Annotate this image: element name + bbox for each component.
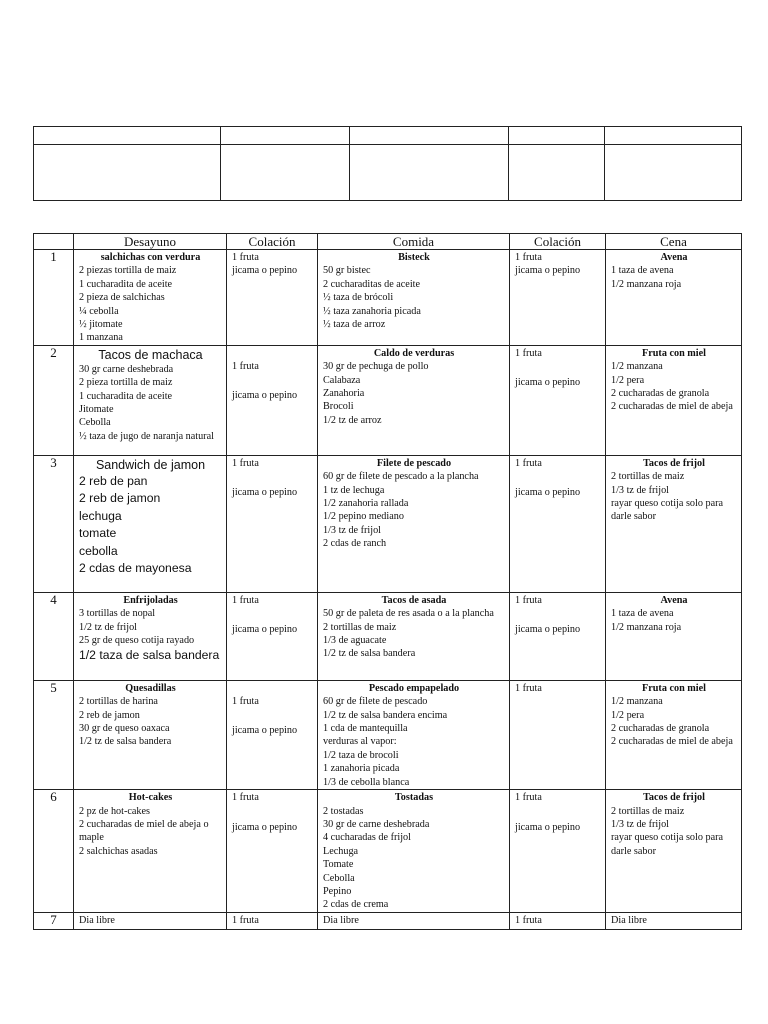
snack-item: 1 fruta — [515, 252, 542, 263]
meal-item: 60 gr de filete de pescado — [323, 696, 428, 708]
meal-title: Tacos de frijol — [643, 792, 705, 804]
day-number: 6 — [34, 790, 74, 913]
table-row — [34, 680, 742, 789]
meal-title: Sandwich de jamon — [95, 457, 206, 472]
header-cell — [605, 145, 742, 201]
spacer — [232, 373, 313, 389]
cell-colacion-1 — [227, 345, 318, 455]
spacer — [515, 470, 601, 486]
table-row — [34, 455, 742, 592]
meal-item: 1/2 manzana — [611, 361, 663, 373]
meal-title: salchichas con verdura — [100, 252, 201, 263]
meal-plan-body — [34, 250, 742, 930]
cell-colacion-2 — [510, 790, 606, 913]
snack-item: jicama o pepino — [515, 377, 581, 389]
meal-item: 1 cucharadita de aceite — [79, 390, 173, 402]
meal-item: 2 salchichas asadas — [79, 845, 158, 857]
meal-item: 2 piezas tortilla de maiz — [79, 265, 177, 277]
meal-item: 2 cdas de mayonesa — [79, 561, 192, 576]
cell-desayuno — [74, 912, 227, 929]
meal-item: 1/3 de cebolla blanca — [323, 776, 410, 788]
meal-item: 1 zanahoria picada — [323, 763, 400, 775]
meal-item: Dia libre — [323, 914, 359, 926]
meal-item: 2 cucharadas de miel de abeja o maple — [79, 818, 209, 844]
meal-item: 1/2 zanahoria rallada — [323, 498, 409, 510]
snack-item: 1 fruta — [515, 457, 542, 469]
header-cell — [509, 127, 605, 145]
meal-item: 2 reb de jamon — [79, 491, 161, 506]
meal-item: 30 gr de queso oaxaca — [79, 723, 170, 735]
meal-item: 1 taza de avena — [611, 608, 674, 620]
cell-cena — [606, 455, 742, 592]
spacer — [232, 607, 313, 623]
spacer — [515, 360, 601, 376]
cell-desayuno — [74, 250, 227, 346]
cell-cena — [606, 790, 742, 913]
day-number-header — [34, 234, 74, 250]
meal-item: 1/2 taza de brocoli — [323, 749, 399, 761]
snack-item: 1 fruta — [515, 347, 542, 359]
meal-item: 1/3 de aguacate — [323, 635, 387, 647]
meal-title: Tostadas — [394, 792, 434, 804]
cell-colacion-2 — [510, 455, 606, 592]
meal-item: 1/3 tz de frijol — [611, 484, 669, 496]
header-cell — [350, 127, 509, 145]
meal-item: 1/2 pepino mediano — [323, 511, 404, 523]
meal-item: 2 tortillas de harina — [79, 696, 158, 708]
meal-item: 1 cda de mantequilla — [323, 723, 408, 735]
meal-title: Quesadillas — [125, 682, 176, 694]
cell-colacion-2 — [510, 345, 606, 455]
meal-item: 4 cucharadas de frijol — [323, 832, 411, 844]
cell-comida — [318, 592, 510, 680]
meal-item: 50 gr bistec — [323, 265, 371, 277]
meal-item: ½ taza de jugo de naranja natural — [79, 430, 214, 442]
meal-item: lechuga — [79, 508, 122, 523]
cell-colacion-2 — [510, 912, 606, 929]
snack-item: jicama o pepino — [232, 725, 298, 737]
meal-item: Cebolla — [79, 417, 111, 429]
meal-item: 1/2 tz de arroz — [323, 414, 382, 426]
meal-item: 25 gr de queso cotija rayado — [79, 635, 195, 647]
cell-desayuno — [74, 790, 227, 913]
cell-colacion-1 — [227, 912, 318, 929]
meal-item: 2 cdas de ranch — [323, 538, 387, 550]
meal-item: Dia libre — [611, 914, 647, 926]
meal-item: ½ taza zanahoria picada — [323, 305, 421, 317]
cell-colacion-2 — [510, 680, 606, 789]
meal-item: 2 tortillas de maiz — [611, 471, 685, 483]
meal-item: 1/2 taza de salsa bandera — [79, 648, 220, 663]
cell-colacion-2 — [510, 250, 606, 346]
meal-title: Fruta con miel — [642, 347, 706, 359]
day-number: 4 — [34, 592, 74, 680]
snack-item: 1 fruta — [232, 252, 259, 263]
snack-item: 1 fruta — [515, 594, 542, 606]
meal-item: 2 cucharadas de miel de abeja — [611, 736, 733, 748]
meal-item: ½ jitomate — [79, 319, 123, 331]
header-cell — [34, 127, 221, 145]
snack-item: 1 fruta — [515, 914, 542, 926]
meal-title: Tacos de machaca — [98, 347, 203, 362]
spacer — [232, 470, 313, 486]
meal-title: Avena — [660, 252, 688, 263]
meal-item: 1/2 manzana roja — [611, 278, 682, 290]
snack-item: jicama o pepino — [515, 624, 581, 636]
cell-cena — [606, 345, 742, 455]
snack-item: jicama o pepino — [232, 487, 298, 499]
header-info-row-2 — [34, 145, 742, 201]
cell-comida — [318, 455, 510, 592]
meal-item: 1/2 manzana roja — [611, 621, 682, 633]
meal-item: ½ taza de arroz — [323, 319, 386, 331]
snack-item: jicama o pepino — [232, 265, 298, 277]
snack-item: jicama o pepino — [232, 821, 298, 833]
day-number: 5 — [34, 680, 74, 789]
meal-item: 2 reb de pan — [79, 473, 148, 488]
snack-item: jicama o pepino — [515, 265, 581, 277]
meal-item: 2 cdas de crema — [323, 899, 389, 911]
meal-item: 1/2 manzana — [611, 696, 663, 708]
meal-item: 1 manzana — [79, 332, 123, 344]
cell-cena — [606, 250, 742, 346]
cell-cena — [606, 912, 742, 929]
meal-item: 1/2 tz de frijol — [79, 621, 137, 633]
header-cell — [221, 145, 350, 201]
snack-item: jicama o pepino — [515, 821, 581, 833]
cell-colacion-1 — [227, 250, 318, 346]
cell-desayuno — [74, 345, 227, 455]
day-number: 7 — [34, 912, 74, 929]
meal-item: ¼ cebolla — [79, 305, 119, 317]
snack-item: 1 fruta — [515, 682, 542, 694]
day-number: 1 — [34, 250, 74, 346]
meal-title: Caldo de verduras — [373, 347, 455, 359]
meal-item: 2 tostadas — [323, 805, 364, 817]
column-header-desayuno: Desayuno — [74, 234, 227, 250]
meal-item: 2 cucharaditas de aceite — [323, 278, 421, 290]
meal-item: 1/2 pera — [611, 709, 645, 721]
meal-item: 2 tortillas de maiz — [611, 805, 685, 817]
header-cell — [221, 127, 350, 145]
table-row — [34, 912, 742, 929]
snack-item: 1 fruta — [232, 792, 259, 804]
cell-cena — [606, 680, 742, 789]
meal-item: Calabaza — [323, 374, 361, 386]
meal-item: cebolla — [79, 543, 118, 558]
cell-colacion-1 — [227, 790, 318, 913]
meal-item: 2 pieza de salchichas — [79, 292, 165, 304]
meal-title: Tacos de frijol — [643, 457, 705, 469]
meal-title: Pescado empapelado — [368, 682, 460, 694]
meal-item: Jitomate — [79, 404, 114, 416]
meal-item: 1/2 tz de salsa bandera — [79, 736, 172, 748]
table-row — [34, 790, 742, 913]
snack-item: 1 fruta — [232, 695, 259, 707]
header-cell — [509, 145, 605, 201]
meal-title: Avena — [660, 594, 688, 606]
header-cell — [605, 127, 742, 145]
cell-colacion-1 — [227, 592, 318, 680]
cell-comida — [318, 680, 510, 789]
meal-plan-table — [33, 233, 742, 930]
table-row — [34, 592, 742, 680]
snack-item: jicama o pepino — [515, 487, 581, 499]
meal-item: ½ taza de brócoli — [323, 292, 394, 304]
cell-comida — [318, 345, 510, 455]
header-info-row-1 — [34, 127, 742, 145]
cell-desayuno — [74, 455, 227, 592]
meal-item: 30 gr de pechuga de pollo — [323, 361, 429, 373]
header-info-table — [33, 126, 742, 201]
meal-item: 2 pieza tortilla de maiz — [79, 377, 173, 389]
spacer — [232, 805, 313, 821]
cell-comida — [318, 912, 510, 929]
meal-item: rayar queso cotija solo para darle sabor — [611, 498, 724, 523]
header-cell — [350, 145, 509, 201]
snack-item: 1 fruta — [232, 360, 259, 372]
meal-item: 3 tortillas de nopal — [79, 608, 156, 620]
column-header-colacion-1: Colación — [227, 234, 318, 250]
meal-item: 1 tz de lechuga — [323, 484, 385, 496]
meal-title: Filete de pescado — [376, 457, 452, 469]
cell-cena — [606, 592, 742, 680]
day-number: 2 — [34, 345, 74, 455]
meal-title: Hot-cakes — [128, 792, 173, 804]
column-header-cena: Cena — [606, 234, 742, 250]
cell-colacion-2 — [510, 592, 606, 680]
meal-title: Tacos de asada — [381, 594, 447, 606]
meal-item: tomate — [79, 526, 117, 541]
meal-item: 2 cucharadas de miel de abeja — [611, 401, 733, 413]
meal-item: 2 tortillas de maiz — [323, 621, 397, 633]
meal-item: Lechuga — [323, 845, 359, 857]
snack-item: 1 fruta — [232, 914, 259, 926]
meal-item: 1/2 tz de salsa bandera encima — [323, 709, 448, 721]
spacer — [515, 607, 601, 623]
meal-item: 30 gr carne deshebrada — [79, 363, 174, 375]
meal-item: 2 pz de hot-cakes — [79, 805, 150, 817]
header-cell — [34, 145, 221, 201]
meal-item: 2 cucharadas de granola — [611, 388, 710, 400]
meal-item: 1/3 tz de frijol — [611, 818, 669, 830]
meal-title: Enfrijoladas — [123, 594, 178, 606]
snack-item: 1 fruta — [232, 594, 259, 606]
spacer — [515, 805, 601, 821]
table-header-row — [34, 234, 742, 250]
cell-comida — [318, 790, 510, 913]
meal-item: Pepino — [323, 885, 352, 897]
cell-desayuno — [74, 592, 227, 680]
spacer — [232, 708, 313, 724]
meal-item: Cebolla — [323, 872, 355, 884]
day-number: 3 — [34, 455, 74, 592]
column-header-colacion-2: Colación — [510, 234, 606, 250]
snack-item: 1 fruta — [232, 457, 259, 469]
meal-item: 1 cucharadita de aceite — [79, 278, 173, 290]
cell-comida — [318, 250, 510, 346]
meal-title: Bisteck — [398, 252, 430, 263]
meal-item: Brocoli — [323, 401, 354, 413]
snack-item: jicama o pepino — [232, 624, 298, 636]
column-header-comida: Comida — [318, 234, 510, 250]
cell-colacion-1 — [227, 680, 318, 789]
snack-item: 1 fruta — [515, 792, 542, 804]
meal-item: 1/2 tz de salsa bandera — [323, 648, 416, 660]
table-row — [34, 250, 742, 346]
meal-item: 30 gr de carne deshebrada — [323, 818, 430, 830]
meal-item: 2 cucharadas de granola — [611, 723, 710, 735]
meal-item: Dia libre — [79, 914, 115, 926]
table-row — [34, 345, 742, 455]
meal-item: 50 gr de paleta de res asada o a la plancha — [323, 608, 494, 620]
meal-item: Zanahoria — [323, 388, 365, 400]
meal-item: 1/3 tz de frijol — [323, 524, 381, 536]
cell-colacion-1 — [227, 455, 318, 592]
meal-item: 2 reb de jamon — [79, 709, 140, 721]
meal-item: 1 taza de avena — [611, 265, 674, 277]
meal-item: verduras al vapor: — [323, 736, 397, 748]
meal-title: Fruta con miel — [642, 682, 706, 694]
meal-item: 60 gr de filete de pescado a la plancha — [323, 471, 479, 483]
meal-item: rayar queso cotija solo para darle sabor — [611, 832, 724, 857]
meal-item: Tomate — [323, 859, 354, 871]
snack-item: jicama o pepino — [232, 390, 298, 402]
cell-desayuno — [74, 680, 227, 789]
meal-item: 1/2 pera — [611, 374, 645, 386]
